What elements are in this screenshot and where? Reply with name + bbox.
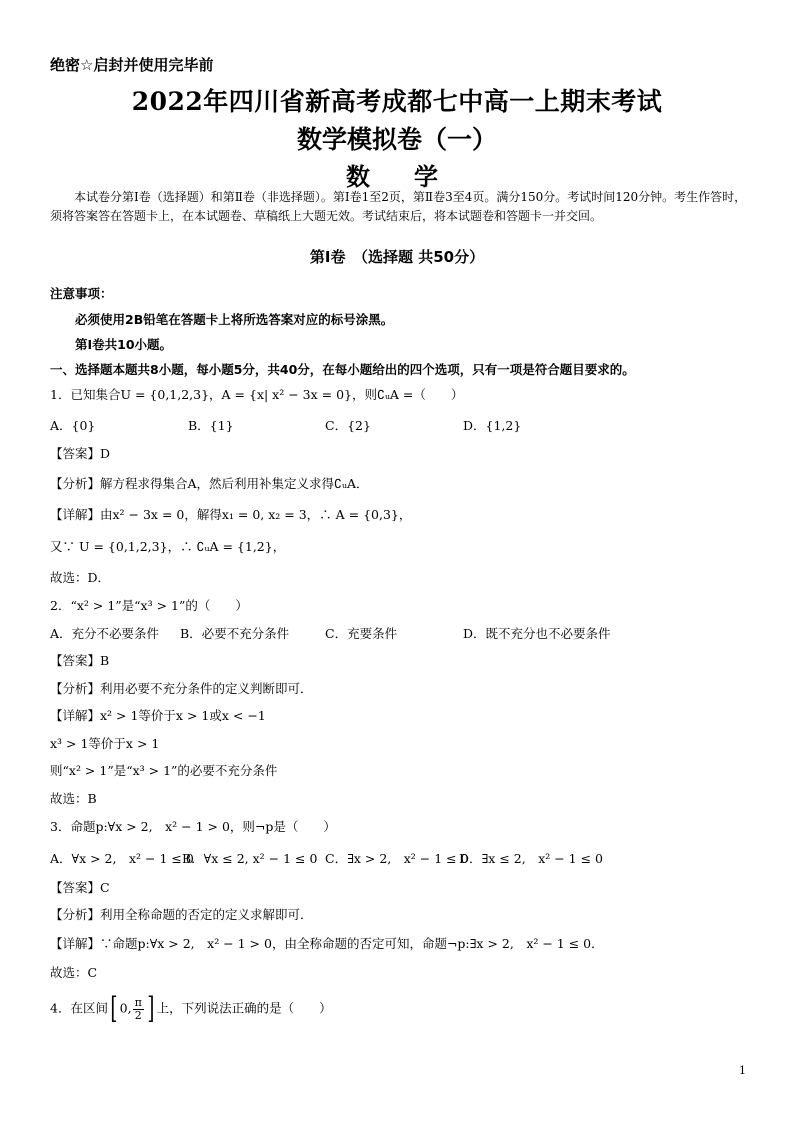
notice-item-1: 必须使用2B铅笔在答题卡上将所选答案对应的标号涂黑。 bbox=[75, 312, 394, 327]
question-3-option-d: D．∃x ≤ 2, x² − 1 ≤ 0 bbox=[459, 851, 604, 866]
question-4-prefix: 4．在区间 bbox=[50, 1000, 108, 1016]
question-2-option-a: A．充分不必要条件 bbox=[50, 626, 160, 641]
pi-over-two-fraction bbox=[133, 997, 144, 1022]
part-one-heading: 一、选择题本题共8小题，每小题5分，共40分，在每小题给出的四个选项，只有一项是符合题目要求的。 bbox=[50, 362, 635, 377]
question-3-answer: 【答案】C bbox=[50, 880, 110, 895]
page-number: 1 bbox=[739, 1064, 746, 1077]
exam-instructions: 本试卷分第Ⅰ卷（选择题）和第Ⅱ卷（非选择题）。第Ⅰ卷1至2页，第Ⅱ卷3至4页。满分150分。考试时间120分钟。考生作答时，须将答案答在答题卡上，在本试题卷、草稿纸上大题无效。考试结束后，将本试题卷和答题卡一并交回。 bbox=[50, 190, 747, 223]
question-1-detail-line-2: 又∵ U = {0,1,2,3}，∴ ∁ᵤA = {1,2}， bbox=[50, 539, 286, 554]
question-2-analysis: 【分析】利用必要不充分条件的定义判断即可． bbox=[50, 681, 313, 696]
left-bracket-icon: [ bbox=[110, 991, 118, 1026]
question-4-interval-left: 0, bbox=[119, 1000, 132, 1016]
fraction-numerator: π bbox=[134, 995, 142, 1009]
question-2-detail-line-2: x³ > 1等价于x > 1 bbox=[50, 736, 160, 751]
question-1-option-d: D．{1,2} bbox=[463, 418, 522, 433]
question-1-stem: 1．已知集合U = {0,1,2,3}，A = {x| x² − 3x = 0}，则∁ᵤA =（ ） bbox=[50, 387, 464, 402]
exam-subtitle: 数学模拟卷（一） bbox=[296, 125, 497, 154]
section-title: 第Ⅰ卷 （选择题 共50分） bbox=[309, 248, 485, 266]
question-2-answer: 【答案】B bbox=[50, 653, 110, 668]
question-1-answer: 【答案】D bbox=[50, 446, 111, 461]
question-2-stem: 2．“x² > 1”是“x³ > 1”的（ ） bbox=[50, 598, 248, 613]
question-1-choice: 故选：D． bbox=[50, 570, 111, 585]
question-1-option-c: C．{2} bbox=[325, 418, 371, 433]
question-4-stem bbox=[50, 991, 332, 1026]
question-2-detail-line-1: 【详解】x² > 1等价于x > 1或x < −1 bbox=[50, 708, 266, 723]
question-1-option-a: A．{0} bbox=[50, 418, 96, 433]
question-1-analysis: 【分析】解方程求得集合A，然后利用补集定义求得∁ᵤA． bbox=[50, 476, 369, 491]
question-2-choice: 故选：B bbox=[50, 791, 97, 806]
question-2-option-c: C．充要条件 bbox=[325, 626, 398, 641]
question-3-detail: 【详解】∵命题p:∀x > 2, x² − 1 > 0，由全称命题的否定可知，命题¬p:∃x > 2, x² − 1 ≤ 0． bbox=[50, 936, 604, 951]
question-3-stem: 3．命题p:∀x > 2, x² − 1 > 0，则¬p是（ ） bbox=[50, 819, 336, 834]
exam-title: 2022年四川省新高考成都七中高一上期末考试 bbox=[131, 87, 663, 116]
confidential-notice: 绝密☆启封并使用完毕前 bbox=[50, 56, 214, 74]
notice-item-2: 第Ⅰ卷共10小题。 bbox=[75, 337, 173, 352]
question-3-option-b: B．∀x ≤ 2, x² − 1 ≤ 0 bbox=[182, 851, 318, 866]
question-3-choice: 故选：C bbox=[50, 965, 98, 980]
question-1-option-b: B．{1} bbox=[188, 418, 234, 433]
notice-title: 注意事项： bbox=[50, 286, 113, 301]
right-bracket-icon: ] bbox=[147, 991, 155, 1026]
question-2-option-b: B．必要不充分条件 bbox=[180, 626, 290, 641]
question-3-analysis: 【分析】利用全称命题的否定的定义求解即可． bbox=[50, 907, 313, 922]
fraction-denominator: 2 bbox=[134, 1008, 142, 1022]
question-1-detail-line-1: 【详解】由x² − 3x = 0，解得x₁ = 0, x₂ = 3，∴ A = {0,3}， bbox=[50, 507, 412, 522]
subject-title: 数 学 bbox=[346, 162, 448, 191]
question-3-option-c: C．∃x > 2, x² − 1 ≤ 0 bbox=[325, 851, 469, 866]
question-2-option-d: D．既不充分也不必要条件 bbox=[463, 626, 611, 641]
question-4-suffix: 上，下列说法正确的是（ ） bbox=[156, 1000, 332, 1016]
question-2-detail-line-3: 则“x² > 1”是“x³ > 1”的必要不充分条件 bbox=[50, 763, 278, 778]
question-3-option-a: A．∀x > 2, x² − 1 ≤ 0 bbox=[50, 851, 194, 866]
